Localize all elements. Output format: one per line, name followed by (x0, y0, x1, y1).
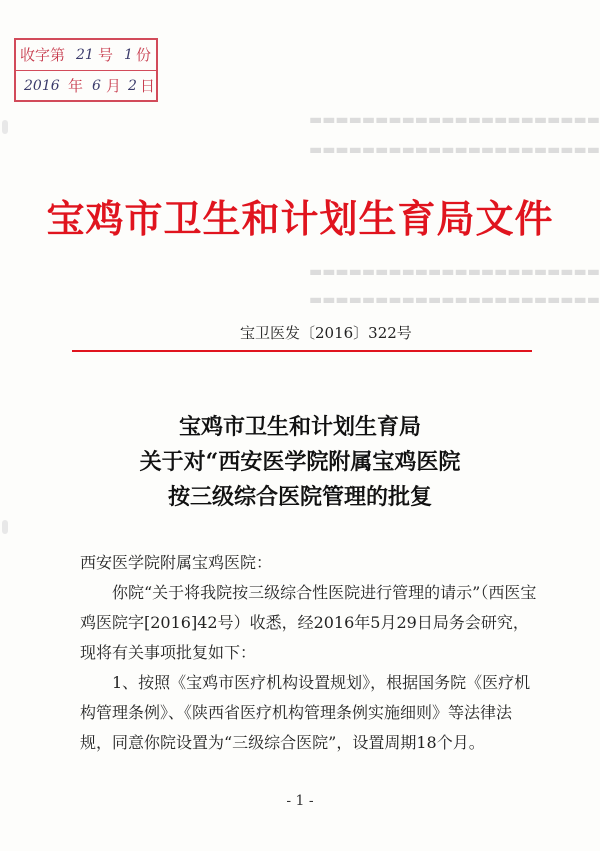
red-divider-line (72, 350, 532, 352)
stamp-copy-count: 1 (124, 47, 133, 63)
stamp-label: 收字第 (20, 46, 66, 64)
page-number: - 1 - (286, 793, 314, 809)
addressee: 西安医学院附属宝鸡医院： (80, 553, 273, 572)
stamp-label: 号 (98, 46, 114, 64)
stamp-year: 2016 (24, 78, 60, 94)
reply-title-line-3: 按三级综合医院管理的批复 (167, 484, 432, 510)
masthead-title: 宝鸡市卫生和计划生育局文件 (46, 197, 554, 241)
document-number: 宝卫医发〔2016〕322号 (240, 324, 412, 342)
paragraph-1: 你院“关于将我院按三级综合性医院进行管理的请示”（西医宝鸡医院字[2016]42号）收悉，经2016年5月29日局务会研究，现将有关事项批复如下： (80, 583, 537, 662)
stamp-label: 日 (140, 77, 156, 95)
reply-title-line-2: 关于对“西安医学院附属宝鸡医院 (139, 449, 461, 475)
stamp-day: 2 (128, 78, 137, 94)
bleed-through-text: ▬▬▬▬▬▬▬▬▬▬▬▬▬▬▬▬▬▬▬▬▬▬ (308, 292, 600, 308)
stamp-label: 份 (136, 46, 152, 64)
bleed-through-text: ▬▬▬▬▬▬▬▬▬▬▬▬▬▬▬▬▬▬▬▬▬▬ (308, 142, 600, 158)
receipt-stamp (14, 38, 158, 102)
paragraph-2: 1、按照《宝鸡市医疗机构设置规划》，根据国务院《医疗机构管理条例》、《陕西省医疗机构管理条例实施细则》等法律法规，同意你院设置为“三级综合医院”，设置周期18个月。 (80, 673, 531, 752)
stamp-receipt-number: 21 (76, 47, 94, 63)
bleed-through-text: ▬▬▬▬▬▬▬▬▬▬▬▬▬▬▬▬▬▬▬▬▬▬ (308, 112, 600, 128)
stamp-month: 6 (92, 78, 101, 94)
stamp-label: 年 (68, 77, 84, 95)
stamp-receipt-row (16, 40, 156, 71)
reply-title-line-1: 宝鸡市卫生和计划生育局 (178, 414, 421, 440)
bleed-through-text: ▬▬▬▬▬▬▬▬▬▬▬▬▬▬▬▬▬▬▬▬▬▬ (308, 264, 600, 280)
stamp-date-row (16, 71, 156, 101)
punch-hole-mark (2, 520, 8, 534)
stamp-label: 月 (106, 77, 122, 95)
